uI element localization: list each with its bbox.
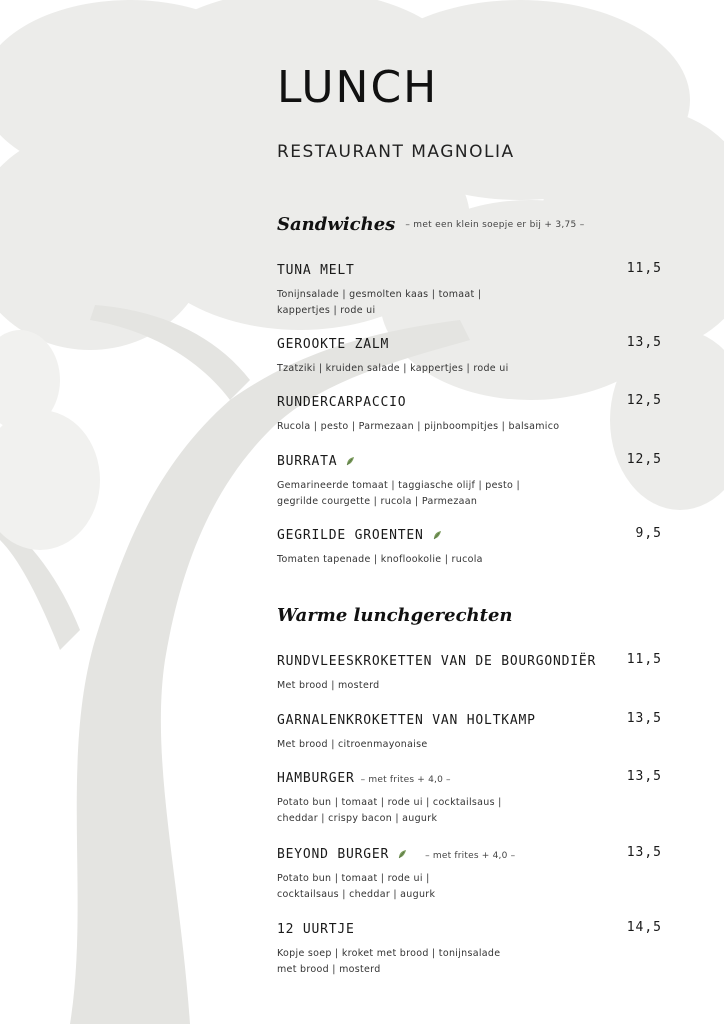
item-name: RUNDVLEESKROKETTEN VAN DE BOURGONDIËR: [277, 654, 597, 669]
item-price: 13,5: [626, 845, 662, 860]
restaurant-name: RESTAURANT MAGNOLIA: [277, 142, 515, 162]
menu-item: [277, 769, 662, 827]
section-heading-warme-lunchgerechten: Warme lunchgerechten: [277, 605, 513, 626]
menu-item: [277, 393, 662, 435]
item-name: GARNALENKROKETTEN VAN HOLTKAMP: [277, 713, 536, 728]
menu-item: [277, 526, 662, 568]
item-description: Kopje soep | kroket met brood | tonijnsalade met brood | mosterd: [277, 948, 501, 975]
item-price: 12,5: [626, 452, 662, 467]
item-description: Met brood | mosterd: [277, 680, 380, 691]
leaf-icon: [397, 849, 407, 859]
item-description: Gemarineerde tomaat | taggiasche olijf | pesto | gegrilde courgette | rucola | Parmezaan: [277, 480, 520, 507]
leaf-icon: [345, 456, 355, 466]
item-price: 11,5: [626, 652, 662, 667]
item-note: – met frites + 4,0 –: [360, 775, 451, 785]
menu-item: [277, 261, 662, 319]
menu-title: LUNCH: [277, 62, 439, 113]
item-price: 12,5: [626, 393, 662, 408]
item-name: BEYOND BURGER: [277, 847, 390, 862]
menu-item: [277, 452, 662, 510]
item-name: RUNDERCARPACCIO: [277, 395, 407, 410]
item-price: 13,5: [626, 335, 662, 350]
item-name: BURRATA: [277, 454, 338, 469]
item-name: GEROOKTE ZALM: [277, 337, 390, 352]
item-description: Tonijnsalade | gesmolten kaas | tomaat | kappertjes | rode ui: [277, 289, 482, 316]
section-heading-sandwiches: Sandwiches – met een klein soepje er bij + 3,75 –: [277, 214, 585, 235]
item-price: 13,5: [626, 711, 662, 726]
menu-item: [277, 652, 662, 694]
item-description: Rucola | pesto | Parmezaan | pijnboompitjes | balsamico: [277, 421, 560, 432]
item-price: 14,5: [626, 920, 662, 935]
section-note: – met een klein soepje er bij + 3,75 –: [405, 220, 585, 230]
menu-item: [277, 335, 662, 377]
item-description: Tomaten tapenade | knoflookolie | rucola: [277, 554, 483, 565]
item-name: GEGRILDE GROENTEN: [277, 528, 424, 543]
item-price: 9,5: [635, 526, 662, 541]
leaf-icon: [432, 530, 442, 540]
item-description: Potato bun | tomaat | rode ui | cocktailsaus | cheddar | augurk: [277, 873, 436, 900]
item-description: Met brood | citroenmayonaise: [277, 739, 428, 750]
menu-item: [277, 920, 662, 978]
menu-item: [277, 711, 662, 753]
item-name: HAMBURGER: [277, 771, 355, 786]
item-description: Tzatziki | kruiden salade | kappertjes | rode ui: [277, 363, 509, 374]
item-price: 11,5: [626, 261, 662, 276]
item-description: Potato bun | tomaat | rode ui | cocktailsaus | cheddar | crispy bacon | augurk: [277, 797, 502, 824]
item-name: TUNA MELT: [277, 263, 355, 278]
menu-item: [277, 845, 662, 903]
item-price: 13,5: [626, 769, 662, 784]
item-note: – met frites + 4,0 –: [425, 851, 516, 861]
item-name: 12 UURTJE: [277, 922, 355, 937]
